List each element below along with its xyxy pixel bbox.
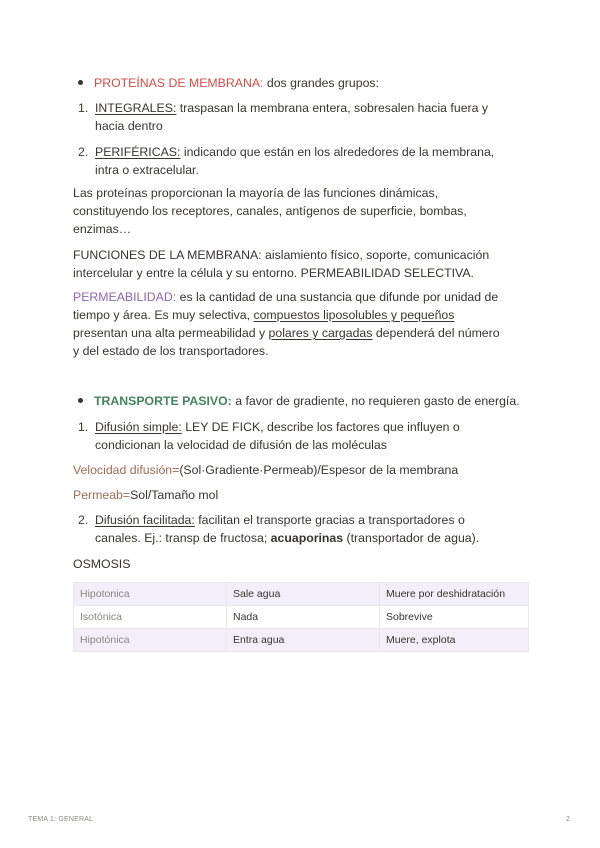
table-cell-type: Hipotonica [74, 583, 227, 606]
table-cell-result: Sobrevive [380, 606, 529, 629]
table-row [74, 629, 529, 652]
membrane-proteins-text: dos grandes grupos: [263, 76, 379, 90]
table-row [74, 583, 529, 606]
proteins-paragraph-line1: Las proteínas proporcionan la mayoría de las funciones dinámicas, [73, 186, 439, 200]
perifericas-line1: indicando que están en los alrededores de la membrana, [180, 145, 495, 159]
perifericas-line2: intra o extracelular. [95, 163, 199, 177]
permeab-formula [73, 486, 533, 504]
simple-diffusion-line1: LEY DE FICK, describe los factores que influyen o [181, 420, 460, 434]
list-number: 2. [78, 145, 89, 159]
integrales-line1: traspasan la membrana entera, sobresalen hacia fuera y [176, 101, 489, 115]
proteins-paragraph [73, 184, 533, 238]
permeability-line3-underlined: polares y cargadas [268, 326, 373, 340]
permeability-line3-start: presentan una alta permeabilidad y [73, 326, 269, 340]
permeab-formula-text: Sol/Tamaño mol [130, 488, 219, 502]
facilitated-diffusion-line2-bold: acuaporinas [270, 531, 344, 545]
integrales-label: INTEGRALES: [95, 101, 177, 115]
table-row [74, 606, 529, 629]
functions-paragraph-line1: FUNCIONES DE LA MEMBRANA: aislamiento físico, soporte, comunicación [73, 248, 490, 262]
facilitated-diffusion-line2-start: canales. Ej.: transp de fructosa; [95, 531, 271, 545]
list-number: 1. [78, 101, 89, 115]
table-cell-water: Nada [227, 606, 380, 629]
functions-paragraph-line2: intercelular y entre la célula y su entorno. PERMEABILIDAD SELECTIVA. [73, 266, 474, 280]
permeability-line3-end: dependerá del número [372, 326, 500, 340]
proteins-paragraph-line2: constituyendo los receptores, canales, antígenos de superficie, bombas, [73, 204, 467, 218]
simple-diffusion-label: Difusión simple: [95, 420, 182, 434]
permeability-line2-underlined: compuestos liposolubles y pequeños [253, 308, 455, 322]
bullet-dot-icon [78, 80, 83, 85]
bullet-membrane-proteins [78, 74, 538, 92]
table-cell-result: Muere por deshidratación [380, 583, 529, 606]
osmosis-title: OSMOSIS [73, 557, 131, 571]
permeability-line1-rest: es la cantidad de una sustancia que difunde por unidad de [176, 290, 499, 304]
simple-diffusion-line2: condicionan la velocidad de difusión de las moléculas [95, 438, 387, 452]
velocity-formula-label: Velocidad difusión= [73, 463, 180, 477]
table-cell-water: Sale agua [227, 583, 380, 606]
table-cell-type: Hipotónica [74, 629, 227, 652]
facilitated-diffusion-line2-end: (transportador de agua). [343, 531, 480, 545]
passive-transport-label: TRANSPORTE PASIVO: [94, 394, 232, 408]
facilitated-diffusion-line1: facilitan el transporte gracias a transportadores o [194, 513, 465, 527]
membrane-proteins-label: PROTEÍNAS DE MEMBRANA: [94, 76, 264, 90]
integrales-line2: hacia dentro [95, 119, 163, 133]
list-number: 2. [78, 513, 89, 527]
functions-paragraph [73, 246, 533, 282]
permeability-line4: y del estado de los transportadores. [73, 344, 269, 358]
table-cell-result: Muere, explota [380, 629, 529, 652]
table-cell-water: Entra agua [227, 629, 380, 652]
facilitated-diffusion-label: Difusión facilitada: [95, 513, 195, 527]
list-number: 1. [78, 420, 89, 434]
permeability-paragraph [73, 288, 533, 360]
permeability-line2-start: tiempo y área. Es muy selectiva, [73, 308, 254, 322]
perifericas-label: PERIFÉRICAS: [95, 145, 181, 159]
velocity-formula [73, 461, 533, 479]
osmosis-table [73, 582, 529, 652]
permeab-formula-label: Permeab= [73, 488, 131, 502]
passive-transport-text: a favor de gradiente, no requieren gasto de energía. [231, 394, 520, 408]
velocity-formula-text: (Sol·Gradiente·Permeab)/Espesor de la membrana [179, 463, 459, 477]
footer-page-number: 2 [566, 816, 571, 823]
permeability-label: PERMEABILIDAD: [73, 290, 177, 304]
bullet-dot-icon [78, 398, 83, 403]
proteins-paragraph-line3: enzimas… [73, 222, 132, 236]
table-cell-type: Isotónica [74, 606, 227, 629]
bullet-passive-transport [78, 392, 538, 410]
footer-title: TEMA 1: GENERAL [28, 816, 94, 823]
